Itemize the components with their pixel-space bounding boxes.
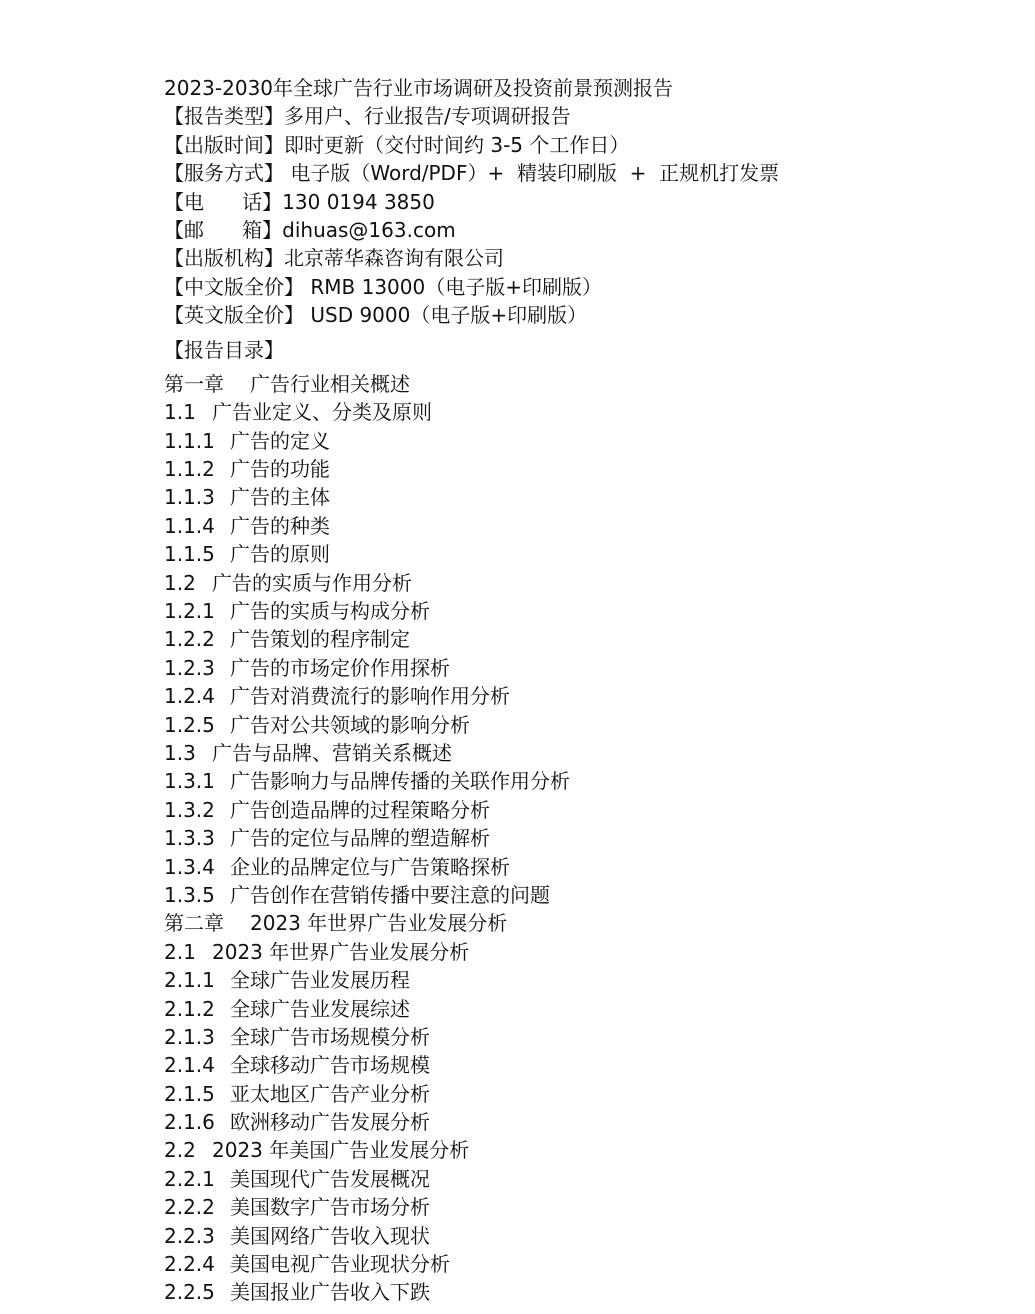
toc-number: 2.1.3 xyxy=(164,1024,215,1049)
field-publish-time xyxy=(164,131,1004,159)
toc-title: 2023 年美国广告业发展分析 xyxy=(212,1138,470,1163)
toc-number: 1.1 xyxy=(164,400,196,425)
toc-number: 1.3 xyxy=(164,740,196,765)
toc-title: 美国网络广告收入现状 xyxy=(230,1223,430,1248)
toc-title: 美国现代广告发展概况 xyxy=(230,1166,430,1191)
toc-number: 1.1.2 xyxy=(164,457,215,482)
toc-section xyxy=(164,938,1004,966)
field-value: 即时更新（交付时间约 3-5 个工作日） xyxy=(284,132,630,157)
toc-number: 第一章 xyxy=(164,371,224,396)
toc-number: 2.2.2 xyxy=(164,1195,215,1220)
toc-number: 1.1.1 xyxy=(164,428,215,453)
toc-number: 2.1.5 xyxy=(164,1081,215,1106)
toc-subsection xyxy=(164,1023,1004,1051)
toc-subsection xyxy=(164,1165,1004,1193)
toc-subsection xyxy=(164,767,1004,795)
toc-subsection xyxy=(164,1222,1004,1250)
toc-number: 1.3.4 xyxy=(164,854,215,879)
toc-title: 广告对公共领域的影响分析 xyxy=(230,712,470,737)
toc-heading: 【报告目录】 xyxy=(164,337,284,362)
toc-title: 广告的市场定价作用探析 xyxy=(230,655,450,680)
toc-title: 广告创作在营销传播中要注意的问题 xyxy=(230,882,550,907)
toc-title: 广告业定义、分类及原则 xyxy=(212,400,432,425)
toc-section xyxy=(164,1136,1004,1164)
toc-subsection xyxy=(164,597,1004,625)
field-report-type xyxy=(164,102,1004,130)
toc-number: 第二章 xyxy=(164,911,224,936)
toc-number: 1.2.4 xyxy=(164,684,215,709)
toc-subsection xyxy=(164,995,1004,1023)
toc-section xyxy=(164,398,1004,426)
field-value: 北京蒂华森咨询有限公司 xyxy=(284,246,504,271)
toc-subsection xyxy=(164,427,1004,455)
toc-subsection xyxy=(164,654,1004,682)
field-label: 【服务方式】 xyxy=(164,161,284,186)
toc-title: 广告对消费流行的影响作用分析 xyxy=(230,684,510,709)
field-label: 【报告类型】 xyxy=(164,104,284,129)
toc-subsection xyxy=(164,711,1004,739)
toc-title: 美国报业广告收入下跌 xyxy=(230,1280,430,1305)
field-email xyxy=(164,216,1004,244)
toc-subsection xyxy=(164,625,1004,653)
toc-subsection xyxy=(164,966,1004,994)
toc-number: 2.2.3 xyxy=(164,1223,215,1248)
toc-title: 全球移动广告市场规模 xyxy=(230,1053,430,1078)
toc-title: 企业的品牌定位与广告策略探析 xyxy=(230,854,510,879)
toc-subsection xyxy=(164,455,1004,483)
field-label: 【出版时间】 xyxy=(164,132,284,157)
field-value: 多用户、行业报告/专项调研报告 xyxy=(284,104,571,129)
toc-title: 欧洲移动广告发展分析 xyxy=(230,1110,430,1135)
toc-subsection xyxy=(164,512,1004,540)
toc-number: 2.1.4 xyxy=(164,1053,215,1078)
field-price-cn xyxy=(164,273,1004,301)
toc-chapter xyxy=(164,370,1004,398)
toc-subsection xyxy=(164,682,1004,710)
toc-number: 1.3.2 xyxy=(164,797,215,822)
toc-subsection xyxy=(164,1193,1004,1221)
toc-title: 广告创造品牌的过程策略分析 xyxy=(230,797,490,822)
field-label: 【英文版全价】 xyxy=(164,303,304,328)
document-page xyxy=(164,74,1004,1307)
toc-number: 2.1 xyxy=(164,939,196,964)
toc-title: 广告行业相关概述 xyxy=(250,371,410,396)
field-label: 【邮 箱】 xyxy=(164,217,283,242)
toc-subsection xyxy=(164,1250,1004,1278)
toc-title: 广告的实质与构成分析 xyxy=(230,599,430,624)
toc-number: 1.1.4 xyxy=(164,513,215,538)
toc-number: 1.3.5 xyxy=(164,882,215,907)
field-service-mode xyxy=(164,159,1004,187)
toc-title: 广告的原则 xyxy=(230,542,330,567)
field-label: 【出版机构】 xyxy=(164,246,284,271)
toc-title: 广告策划的程序制定 xyxy=(230,627,410,652)
field-value: dihuas@163.com xyxy=(282,217,456,242)
toc-number: 2.2.1 xyxy=(164,1166,215,1191)
toc-title: 广告的定义 xyxy=(230,428,330,453)
toc-number: 1.1.5 xyxy=(164,542,215,567)
toc-title: 广告的功能 xyxy=(230,457,330,482)
field-value: USD 9000（电子版+印刷版） xyxy=(304,303,588,328)
toc-section xyxy=(164,569,1004,597)
toc-number: 1.2.5 xyxy=(164,712,215,737)
field-value: 130 0194 3850 xyxy=(282,189,435,214)
field-price-en xyxy=(164,301,1004,329)
report-title: 2023-2030年全球广告行业市场调研及投资前景预测报告 xyxy=(164,76,674,100)
toc-number: 2.2 xyxy=(164,1138,196,1163)
table-of-contents xyxy=(164,370,1004,1307)
toc-title: 美国数字广告市场分析 xyxy=(230,1195,430,1220)
toc-subsection xyxy=(164,1080,1004,1108)
field-value: 电子版（Word/PDF）+ 精装印刷版 + 正规机打发票 xyxy=(284,161,780,186)
toc-subsection xyxy=(164,881,1004,909)
toc-number: 2.1.6 xyxy=(164,1110,215,1135)
toc-subsection xyxy=(164,483,1004,511)
field-label: 【中文版全价】 xyxy=(164,274,304,299)
field-phone xyxy=(164,188,1004,216)
toc-subsection xyxy=(164,853,1004,881)
toc-title: 广告与品牌、营销关系概述 xyxy=(212,740,452,765)
field-value: RMB 13000（电子版+印刷版） xyxy=(304,274,602,299)
toc-subsection xyxy=(164,1278,1004,1306)
toc-title: 全球广告市场规模分析 xyxy=(230,1024,430,1049)
toc-number: 2.1.1 xyxy=(164,968,215,993)
toc-subsection xyxy=(164,796,1004,824)
toc-title: 广告的实质与作用分析 xyxy=(212,570,412,595)
toc-number: 1.2.3 xyxy=(164,655,215,680)
toc-section xyxy=(164,739,1004,767)
toc-title: 美国电视广告业现状分析 xyxy=(230,1252,450,1277)
toc-title: 2023 年世界广告业发展分析 xyxy=(212,939,470,964)
field-label: 【电 话】 xyxy=(164,189,283,214)
toc-number: 2.2.5 xyxy=(164,1280,215,1305)
toc-subsection xyxy=(164,1108,1004,1136)
toc-title: 亚太地区广告产业分析 xyxy=(230,1081,430,1106)
toc-number: 1.2.1 xyxy=(164,599,215,624)
toc-title: 广告影响力与品牌传播的关联作用分析 xyxy=(230,769,570,794)
toc-number: 2.2.4 xyxy=(164,1252,215,1277)
toc-number: 1.2.2 xyxy=(164,627,215,652)
toc-title: 全球广告业发展综述 xyxy=(230,996,410,1021)
toc-number: 1.3.3 xyxy=(164,826,215,851)
toc-title: 广告的定位与品牌的塑造解析 xyxy=(230,826,490,851)
toc-number: 2.1.2 xyxy=(164,996,215,1021)
toc-title: 广告的种类 xyxy=(230,513,330,538)
toc-title: 广告的主体 xyxy=(230,485,330,510)
toc-number: 1.1.3 xyxy=(164,485,215,510)
toc-title: 2023 年世界广告业发展分析 xyxy=(250,911,508,936)
toc-subsection xyxy=(164,1051,1004,1079)
toc-chapter xyxy=(164,909,1004,937)
field-publisher xyxy=(164,244,1004,272)
toc-number: 1.3.1 xyxy=(164,769,215,794)
toc-subsection xyxy=(164,824,1004,852)
toc-title: 全球广告业发展历程 xyxy=(230,968,410,993)
toc-subsection xyxy=(164,540,1004,568)
toc-number: 1.2 xyxy=(164,570,196,595)
